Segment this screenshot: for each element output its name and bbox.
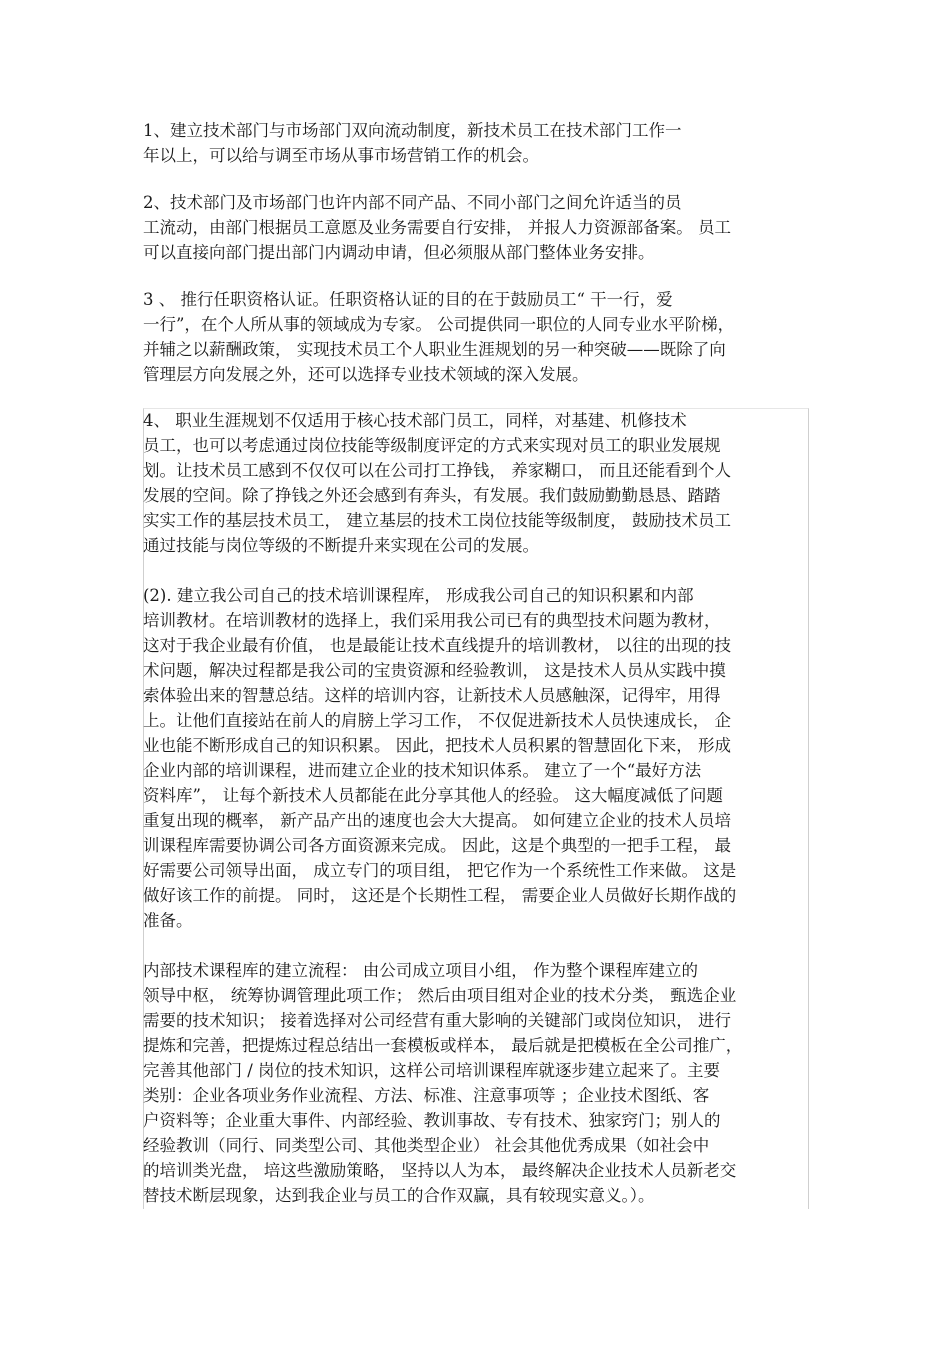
text-line: 经验教训（同行、同类型公司、其他类型企业） 社会其他优秀成果（如社会中 xyxy=(143,1136,710,1155)
text-line: 并辅之以薪酬政策， 实现技术员工个人职业生涯规划的另一种突破——既除了向 xyxy=(143,340,726,359)
paragraph-3 xyxy=(143,287,808,387)
text-line: 发展的空间。除了挣钱之外还会感到有奔头，有发展。我们鼓励勤勤恳恳、踏踏 xyxy=(143,486,721,505)
text-line: 做好该工作的前提。 同时， 这还是个长期性工程， 需要企业人员做好长期作战的 xyxy=(143,886,737,905)
text-line: 员工，也可以考虑通过岗位技能等级制度评定的方式来实现对员工的职业发展规 xyxy=(143,436,721,455)
text-line: 提炼和完善，把提炼过程总结出一套模板或样本， 最后就是把模板在全公司推广， xyxy=(143,1036,743,1055)
text-line: 上。让他们直接站在前人的肩膀上学习工作， 不仅促进新技术人员快速成长， 企 xyxy=(143,711,731,730)
paragraph-6 xyxy=(143,958,808,1208)
text-line: 类别：企业各项业务作业流程、方法、标准、注意事项等 ；企业技术图纸、客 xyxy=(143,1086,710,1105)
text-line: 需要的技术知识； 接着选择对公司经营有重大影响的关键部门或岗位知识， 进行 xyxy=(143,1011,731,1030)
text-line: 培训教材。在培训教材的选择上，我们采用我公司已有的典型技术问题为教材， xyxy=(143,611,721,630)
text-line: 重复出现的概率， 新产品产出的速度也会大大提高。 如何建立企业的技术人员培 xyxy=(143,811,731,830)
text-line: 企业内部的培训课程，进而建立企业的技术知识体系。 建立了一个“最好方法 xyxy=(143,761,702,780)
text-line: 内部技术课程库的建立流程： 由公司成立项目小组， 作为整个课程库建立的 xyxy=(143,961,698,980)
text-line: 1、建立技术部门与市场部门双向流动制度，新技术员工在技术部门工作一 xyxy=(143,121,682,140)
text-line: 4、 职业生涯规划不仅适用于核心技术部门员工，同样，对基建、机修技术 xyxy=(143,411,687,430)
text-line: 划。让技术员工感到不仅仅可以在公司打工挣钱， 养家糊口， 而且还能看到个人 xyxy=(143,461,731,480)
text-line: 完善其他部门 / 岗位的技术知识，这样公司培训课程库就逐步建立起来了。主要 xyxy=(143,1061,721,1080)
text-line: 实实工作的基层技术员工， 建立基层的技术工岗位技能等级制度， 鼓励技术员工 xyxy=(143,511,731,530)
text-line: 资料库”， 让每个新技术人员都能在此分享其他人的经验。 这大幅度减低了问题 xyxy=(143,786,723,805)
text-line: 通过技能与岗位等级的不断提升来实现在公司的发展。 xyxy=(143,536,539,555)
paragraph-5 xyxy=(143,583,808,933)
text-line: 替技术断层现象，达到我企业与员工的合作双赢，具有较现实意义。）。 xyxy=(143,1186,655,1205)
text-line: 年以上，可以给与调至市场从事市场营销工作的机会。 xyxy=(143,146,539,165)
text-line: 的培训类光盘， 培这些激励策略， 坚持以人为本， 最终解决企业技术人员新老交 xyxy=(143,1161,737,1180)
text-line: (2). 建立我公司自己的技术培训课程库， 形成我公司自己的知识积累和内部 xyxy=(143,586,694,605)
text-line: 术问题，解决过程都是我公司的宝贵资源和经验教训， 这是技术人员从实践中摸 xyxy=(143,661,726,680)
text-line: 训课程库需要协调公司各方面资源来完成。 因此，这是个典型的一把手工程， 最 xyxy=(143,836,731,855)
text-line: 可以直接向部门提出部门内调动申请，但必须服从部门整体业务安排。 xyxy=(143,243,655,262)
text-line: 户资料等；企业重大事件、内部经验、教训事故、专有技术、独家窍门；别人的 xyxy=(143,1111,721,1130)
text-line: 索体验出来的智慧总结。这样的培训内容，让新技术人员感触深，记得牢，用得 xyxy=(143,686,721,705)
paragraph-2 xyxy=(143,190,808,265)
paragraph-4 xyxy=(143,408,808,558)
text-line: 2、技术部门及市场部门也许内部不同产品、不同小部门之间允许适当的员 xyxy=(143,193,682,212)
text-line: 准备。 xyxy=(143,911,193,930)
text-line: 工流动，由部门根据员工意愿及业务需要自行安排， 并报人力资源部备案。 员工 xyxy=(143,218,731,237)
text-line: 一行”，在个人所从事的领域成为专家。 公司提供同一职位的人同专业水平阶梯， xyxy=(143,315,735,334)
text-line: 3 、 推行任职资格认证。任职资格认证的目的在于鼓励员工“ 干一行，爱 xyxy=(143,290,673,309)
text-line: 领导中枢， 统筹协调管理此项工作； 然后由项目组对企业的技术分类， 甄选企业 xyxy=(143,986,737,1005)
paragraph-1 xyxy=(143,118,808,168)
text-line: 这对于我企业最有价值， 也是最能让技术直线提升的培训教材， 以往的出现的技 xyxy=(143,636,731,655)
text-line: 业也能不断形成自己的知识积累。 因此，把技术人员积累的智慧固化下来， 形成 xyxy=(143,736,731,755)
text-line: 好需要公司领导出面， 成立专门的项目组， 把它作为一个系统性工作来做。 这是 xyxy=(143,861,737,880)
text-line: 管理层方向发展之外，还可以选择专业技术领域的深入发展。 xyxy=(143,365,589,384)
